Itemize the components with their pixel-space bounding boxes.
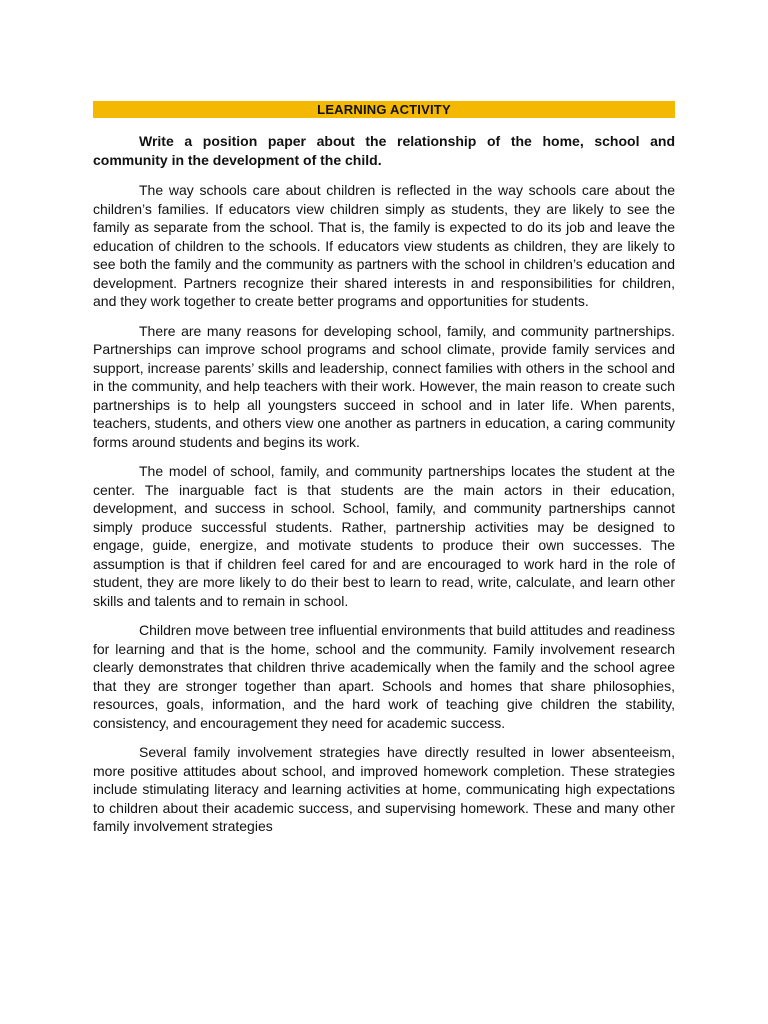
body-paragraph-1: The way schools care about children is reflected in the way schools care about the children’s families. If educators view children simply as students, they are likely to see the family as separate from the school. That is, the family is expected to do its job and leave the education of children to the schools. If educators view students as children, they are likely to see both the family and the community as partners with the school in children’s education and development. Partners recognize their shared interests in and responsibilities for children, and they work together to create better programs and opportunities for students. [93, 182, 675, 309]
body-paragraph-5: Several family involvement strategies have directly resulted in lower absenteeism, more positive attitudes about school, and improved homework completion. These strategies include stimulating literacy and learning activities at home, communicating high expectations to children about their academic success, and supervising homework. These and many other family involvement strategies [93, 744, 675, 834]
document-page [93, 101, 675, 836]
body-paragraph-4: Children move between tree influential environments that build attitudes and readiness for learning and that is the home, school and the community. Family involvement research clearly demonstrates that children thrive academically when the family and the school agree that they are stronger together than apart. Schools and homes that share philosophies, resources, goals, information, and the hard work of teaching give children the stability, consistency, and encouragement they need for academic success. [93, 622, 675, 731]
assignment-prompt: Write a position paper about the relationship of the home, school and community in the development of the child. [93, 133, 675, 168]
body-paragraph-3: The model of school, family, and community partnerships locates the student at the center. The inarguable fact is that students are the main actors in their education, development, and success in school. School, family, and community partnerships cannot simply produce successful students. Rather, partnership activities may be designed to engage, guide, energize, and motivate students to produce their own successes. The assumption is that if children feel cared for and are encouraged to work hard in the role of student, they are more likely to do their best to learn to read, write, calculate, and learn other skills and talents and to remain in school. [93, 463, 675, 609]
body-paragraph-2: There are many reasons for developing school, family, and community partnerships. Partnerships can improve school programs and school climate, provide family services and support, increase parents’ skills and leadership, connect families with others in the school and in the community, and help teachers with their work. However, the main reason to create such partnerships is to help all youngsters succeed in school and in later life. When parents, teachers, students, and others view one another as partners in education, a caring community forms around students and begins its work. [93, 322, 675, 450]
learning-activity-banner: LEARNING ACTIVITY [93, 101, 675, 118]
